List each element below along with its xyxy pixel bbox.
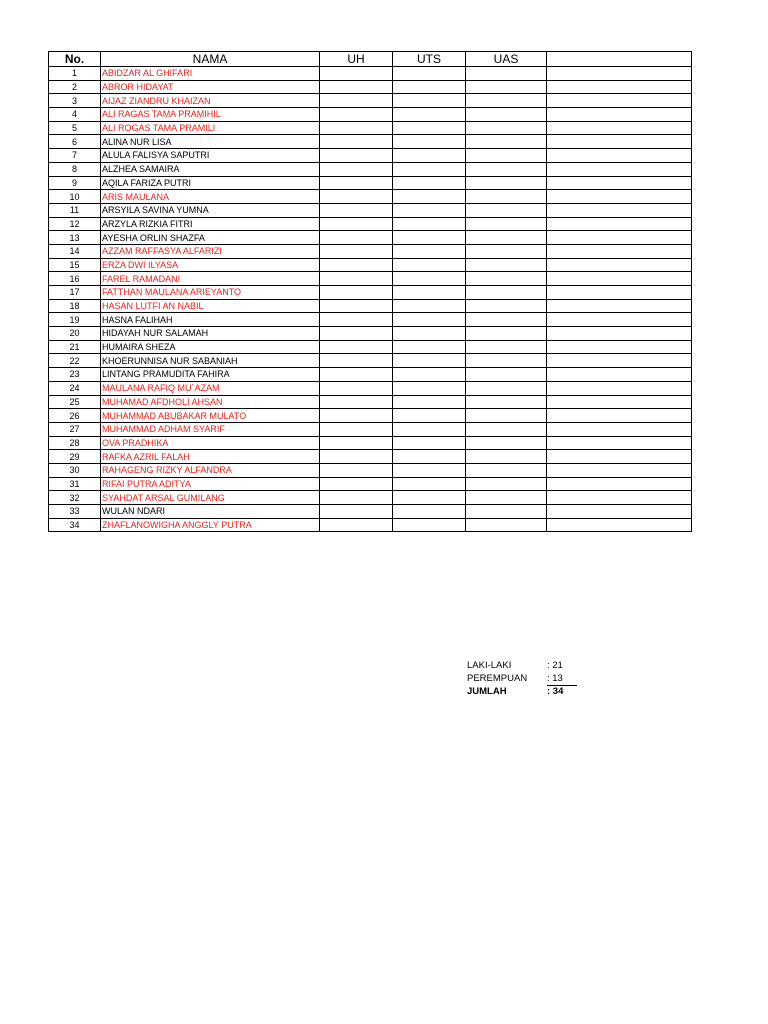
extra-cell [547, 244, 692, 258]
row-number: 30 [49, 463, 101, 477]
row-number: 1 [49, 67, 101, 81]
uas-cell [466, 108, 547, 122]
row-number: 26 [49, 409, 101, 423]
row-number: 7 [49, 149, 101, 163]
table-row [49, 108, 692, 122]
row-number: 12 [49, 217, 101, 231]
uas-cell [466, 121, 547, 135]
row-number: 33 [49, 505, 101, 519]
student-name: ZHAFLANOWIGHA ANGGLY PUTRA [101, 518, 320, 532]
uts-cell [393, 135, 466, 149]
uh-cell [320, 135, 393, 149]
uas-cell [466, 258, 547, 272]
uts-cell [393, 422, 466, 436]
extra-cell [547, 340, 692, 354]
student-name: RAHAGENG RIZKY ALFANDRA [101, 463, 320, 477]
uts-cell [393, 94, 466, 108]
extra-cell [547, 463, 692, 477]
student-name: AYESHA ORLIN SHAZFA [101, 231, 320, 245]
uts-cell [393, 477, 466, 491]
summary-row-laki [467, 660, 577, 673]
summary-row-jumlah [467, 686, 577, 699]
extra-cell [547, 217, 692, 231]
summary-jumlah-value: : 34 [547, 686, 564, 697]
uts-cell [393, 162, 466, 176]
table-row [49, 272, 692, 286]
student-name: ABROR HIDAYAT [101, 80, 320, 94]
uas-cell [466, 272, 547, 286]
student-name: HASNA FALIHAH [101, 313, 320, 327]
uts-cell [393, 149, 466, 163]
table-row [49, 327, 692, 341]
row-number: 18 [49, 299, 101, 313]
student-name: ALULA FALISYA SAPUTRI [101, 149, 320, 163]
student-name: ABIDZAR AL GHIFARI [101, 67, 320, 81]
student-name: SYAHDAT ARSAL GUMILANG [101, 491, 320, 505]
uh-cell [320, 121, 393, 135]
uh-cell [320, 505, 393, 519]
uts-cell [393, 80, 466, 94]
uts-cell [393, 368, 466, 382]
student-name: HUMAIRA SHEZA [101, 340, 320, 354]
table-row [49, 149, 692, 163]
uas-cell [466, 395, 547, 409]
extra-cell [547, 149, 692, 163]
student-name: RIFAI PUTRA ADITYA [101, 477, 320, 491]
uh-cell [320, 491, 393, 505]
student-name: ALI RAGAS TAMA PRAMIHIL [101, 108, 320, 122]
uh-cell [320, 518, 393, 532]
table-row [49, 395, 692, 409]
row-number: 11 [49, 203, 101, 217]
uas-cell [466, 286, 547, 300]
student-name: ARIS MAULANA [101, 190, 320, 204]
table-row [49, 463, 692, 477]
row-number: 10 [49, 190, 101, 204]
uts-cell [393, 108, 466, 122]
extra-cell [547, 135, 692, 149]
row-number: 15 [49, 258, 101, 272]
uas-cell [466, 409, 547, 423]
uh-cell [320, 313, 393, 327]
uh-cell [320, 203, 393, 217]
uas-cell [466, 299, 547, 313]
uas-cell [466, 463, 547, 477]
uas-cell [466, 381, 547, 395]
uh-cell [320, 94, 393, 108]
uh-cell [320, 354, 393, 368]
header-extra [547, 52, 692, 67]
uh-cell [320, 190, 393, 204]
row-number: 32 [49, 491, 101, 505]
student-name: AZZAM RAFFASYA ALFARIZI [101, 244, 320, 258]
uts-cell [393, 450, 466, 464]
uas-cell [466, 477, 547, 491]
extra-cell [547, 477, 692, 491]
table-row [49, 381, 692, 395]
row-number: 28 [49, 436, 101, 450]
table-row [49, 450, 692, 464]
uh-cell [320, 340, 393, 354]
uas-cell [466, 244, 547, 258]
uh-cell [320, 368, 393, 382]
extra-cell [547, 286, 692, 300]
table-row [49, 340, 692, 354]
student-name: HASAN LUTFI AN NABIL [101, 299, 320, 313]
row-number: 27 [49, 422, 101, 436]
extra-cell [547, 231, 692, 245]
uts-cell [393, 463, 466, 477]
row-number: 8 [49, 162, 101, 176]
table-row [49, 518, 692, 532]
table-row [49, 203, 692, 217]
student-name: ALI ROGAS TAMA PRAMILI [101, 121, 320, 135]
uh-cell [320, 327, 393, 341]
student-name: ARSYILA SAVINA YUMNA [101, 203, 320, 217]
table-row [49, 94, 692, 108]
uas-cell [466, 450, 547, 464]
uas-cell [466, 203, 547, 217]
summary-jumlah-label: JUMLAH [467, 686, 507, 697]
extra-cell [547, 518, 692, 532]
uts-cell [393, 258, 466, 272]
table-row [49, 67, 692, 81]
table-row [49, 258, 692, 272]
uts-cell [393, 121, 466, 135]
uas-cell [466, 67, 547, 81]
extra-cell [547, 258, 692, 272]
row-number: 14 [49, 244, 101, 258]
extra-cell [547, 203, 692, 217]
student-name: MUHAMMAD ABUBAKAR MULATO [101, 409, 320, 423]
header-uas: UAS [466, 52, 547, 67]
uas-cell [466, 354, 547, 368]
student-name: AQILA FARIZA PUTRI [101, 176, 320, 190]
uh-cell [320, 299, 393, 313]
uh-cell [320, 231, 393, 245]
uh-cell [320, 258, 393, 272]
table-row [49, 505, 692, 519]
row-number: 6 [49, 135, 101, 149]
uh-cell [320, 477, 393, 491]
student-name: KHOERUNNISA NUR SABANIAH [101, 354, 320, 368]
extra-cell [547, 436, 692, 450]
uts-cell [393, 217, 466, 231]
table-row [49, 436, 692, 450]
table-row [49, 162, 692, 176]
uh-cell [320, 272, 393, 286]
summary-row-perempuan [467, 673, 577, 687]
uas-cell [466, 491, 547, 505]
uh-cell [320, 422, 393, 436]
extra-cell [547, 409, 692, 423]
extra-cell [547, 94, 692, 108]
extra-cell [547, 80, 692, 94]
row-number: 5 [49, 121, 101, 135]
extra-cell [547, 108, 692, 122]
uas-cell [466, 368, 547, 382]
student-name: WULAN NDARI [101, 505, 320, 519]
extra-cell [547, 162, 692, 176]
extra-cell [547, 299, 692, 313]
table-header-row [49, 52, 692, 67]
uts-cell [393, 313, 466, 327]
uas-cell [466, 135, 547, 149]
table-row [49, 217, 692, 231]
table-row [49, 135, 692, 149]
row-number: 25 [49, 395, 101, 409]
uts-cell [393, 286, 466, 300]
row-number: 20 [49, 327, 101, 341]
uh-cell [320, 149, 393, 163]
uh-cell [320, 395, 393, 409]
uas-cell [466, 422, 547, 436]
table-row [49, 422, 692, 436]
table-row [49, 491, 692, 505]
extra-cell [547, 395, 692, 409]
extra-cell [547, 121, 692, 135]
uts-cell [393, 190, 466, 204]
student-name: FAREL RAMADANI [101, 272, 320, 286]
row-number: 24 [49, 381, 101, 395]
uts-cell [393, 299, 466, 313]
table-body [49, 67, 692, 532]
uts-cell [393, 327, 466, 341]
extra-cell [547, 272, 692, 286]
student-name: MAULANA RAFIQ MU`AZAM [101, 381, 320, 395]
student-name: ALINA NUR LISA [101, 135, 320, 149]
row-number: 16 [49, 272, 101, 286]
table-row [49, 368, 692, 382]
table-row [49, 231, 692, 245]
row-number: 3 [49, 94, 101, 108]
row-number: 34 [49, 518, 101, 532]
extra-cell [547, 491, 692, 505]
summary-perempuan-label: PEREMPUAN [467, 672, 528, 684]
student-name: MUHAMAD AFDHOLI AHSAN [101, 395, 320, 409]
uts-cell [393, 272, 466, 286]
uh-cell [320, 286, 393, 300]
row-number: 17 [49, 286, 101, 300]
uts-cell [393, 231, 466, 245]
uts-cell [393, 381, 466, 395]
table-row [49, 80, 692, 94]
extra-cell [547, 368, 692, 382]
extra-cell [547, 354, 692, 368]
student-name: FATTHAN MAULANA ARIEYANTO [101, 286, 320, 300]
uh-cell [320, 463, 393, 477]
row-number: 29 [49, 450, 101, 464]
uts-cell [393, 409, 466, 423]
uh-cell [320, 436, 393, 450]
table-row [49, 121, 692, 135]
uas-cell [466, 313, 547, 327]
uh-cell [320, 381, 393, 395]
extra-cell [547, 450, 692, 464]
uas-cell [466, 80, 547, 94]
uts-cell [393, 244, 466, 258]
student-name: AIJAZ ZIANDRU KHAIZAN [101, 94, 320, 108]
uas-cell [466, 176, 547, 190]
uh-cell [320, 162, 393, 176]
uh-cell [320, 409, 393, 423]
row-number: 4 [49, 108, 101, 122]
table-row [49, 299, 692, 313]
extra-cell [547, 505, 692, 519]
summary-laki-label: LAKI-LAKI [467, 660, 512, 671]
uas-cell [466, 436, 547, 450]
student-name: LINTANG PRAMUDITA FAHIRA [101, 368, 320, 382]
uas-cell [466, 162, 547, 176]
table-row [49, 354, 692, 368]
table-row [49, 176, 692, 190]
uh-cell [320, 67, 393, 81]
row-number: 13 [49, 231, 101, 245]
uts-cell [393, 491, 466, 505]
uts-cell [393, 67, 466, 81]
extra-cell [547, 313, 692, 327]
extra-cell [547, 176, 692, 190]
header-nama: NAMA [101, 52, 320, 67]
extra-cell [547, 381, 692, 395]
extra-cell [547, 422, 692, 436]
uas-cell [466, 505, 547, 519]
row-number: 21 [49, 340, 101, 354]
table-row [49, 244, 692, 258]
extra-cell [547, 67, 692, 81]
table-row [49, 286, 692, 300]
uh-cell [320, 450, 393, 464]
uts-cell [393, 176, 466, 190]
uas-cell [466, 217, 547, 231]
student-grade-table [48, 51, 692, 532]
extra-cell [547, 190, 692, 204]
student-name: RAFKA AZRIL FALAH [101, 450, 320, 464]
uas-cell [466, 340, 547, 354]
row-number: 2 [49, 80, 101, 94]
uts-cell [393, 518, 466, 532]
student-name: ERZA DWI ILYASA [101, 258, 320, 272]
uts-cell [393, 354, 466, 368]
uh-cell [320, 244, 393, 258]
table-row [49, 477, 692, 491]
student-name: ALZHEA SAMAIRA [101, 162, 320, 176]
uts-cell [393, 340, 466, 354]
uh-cell [320, 217, 393, 231]
table-row [49, 190, 692, 204]
header-uh: UH [320, 52, 393, 67]
gender-summary [467, 660, 577, 699]
uh-cell [320, 80, 393, 94]
header-uts: UTS [393, 52, 466, 67]
uas-cell [466, 231, 547, 245]
student-name: OVA PRADHIKA [101, 436, 320, 450]
uh-cell [320, 176, 393, 190]
uh-cell [320, 108, 393, 122]
summary-laki-value: : 21 [547, 660, 563, 671]
row-number: 31 [49, 477, 101, 491]
table-row [49, 313, 692, 327]
extra-cell [547, 327, 692, 341]
summary-perempuan-value: : 13 [547, 673, 577, 687]
uas-cell [466, 327, 547, 341]
uas-cell [466, 149, 547, 163]
row-number: 23 [49, 368, 101, 382]
row-number: 22 [49, 354, 101, 368]
uts-cell [393, 395, 466, 409]
student-name: HIDAYAH NUR SALAMAH [101, 327, 320, 341]
uts-cell [393, 436, 466, 450]
header-no: No. [49, 52, 101, 67]
student-name: MUHAMMAD ADHAM SYARIF [101, 422, 320, 436]
row-number: 19 [49, 313, 101, 327]
row-number: 9 [49, 176, 101, 190]
uts-cell [393, 203, 466, 217]
student-name: ARZYLA RIZKIA FITRI [101, 217, 320, 231]
uas-cell [466, 190, 547, 204]
uas-cell [466, 94, 547, 108]
uas-cell [466, 518, 547, 532]
table-row [49, 409, 692, 423]
uts-cell [393, 505, 466, 519]
